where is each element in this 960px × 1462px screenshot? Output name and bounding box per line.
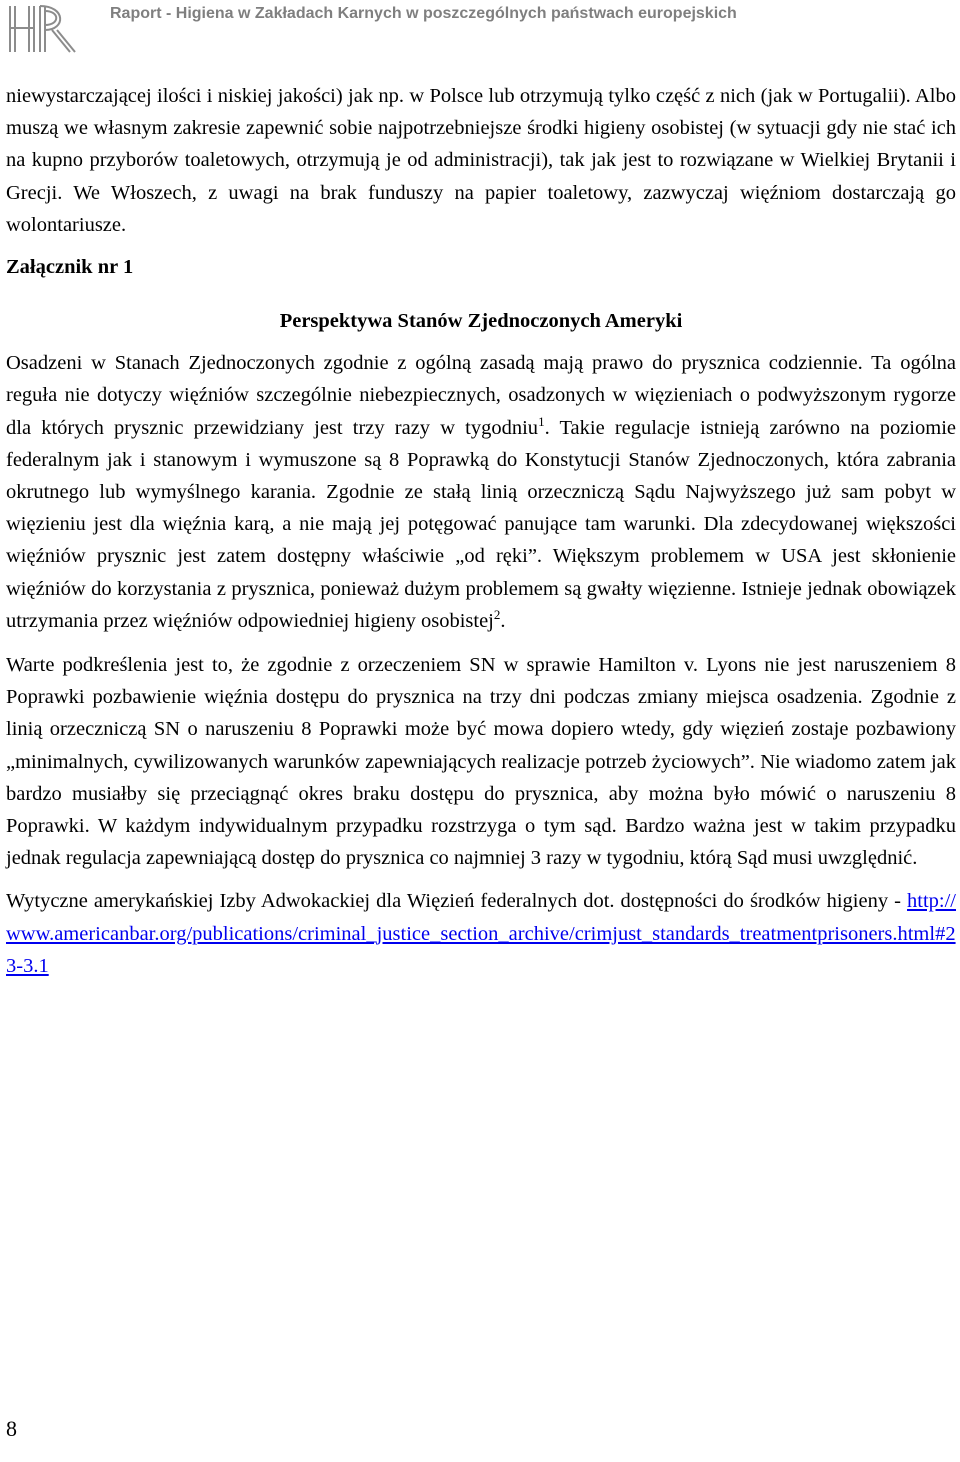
header-title: Raport - Higiena w Zakładach Karnych w poszczególnych państwach europejskich [110,5,737,22]
guidelines-link[interactable]: http://www.americanbar.org/publications/criminal_justice_section_archive/crimjust_standards_treatmentprisoners.html#23-3.1 [6,890,956,977]
document-body [6,80,956,982]
paragraph-intro: niewystarczającej ilości i niskiej jakości) jak np. w Polsce lub otrzymują tylko część z nich (jak w Portugalii). Albo muszą we własnym zakresie zapewnić sobie najpotrzebniejsze środki higieny osobistej (w sytuacji gdy nie stać ich na kupno przyborów toaletowych, otrzymują je od administracji), tak jak jest to rozwiązane w Wielkiej Brytanii i Grecji. We Włoszech, z uwagi na brak funduszy na papier toaletowy, zazwyczaj więźniom dostarczają go wolontariusze. [6,85,956,236]
paragraph-us-showers-part3: . [500,609,506,632]
paragraph-us-showers [6,347,956,637]
paragraph-us-showers-part2: . Takie regulacje istnieją zarówno na poziomie federalnym jak i stanowym i wymuszone są 8 Poprawką do Konstytucji Stanów Zjednoczonych, która zabrania okrutnego lub wymyślnego karania. Zgodnie ze stałą linią orzeczniczą Sądu Najwyższego już sam pobyt w więzieniu jest dla więźnia karą, a nie mają jej potęgować panujące tam warunki. Dla zdecydowanej większości więźniów prysznic jest zatem dostępny właściwie „od ręki”. Większym problemem w USA jest skłonienie więźniów do korzystania z prysznica, ponieważ dużym problemem są gwałty więzienne. Istnieje jednak obowiązek utrzymania przez więźniów odpowiedniej higieny osobistej [6,416,956,632]
page-header [0,0,960,58]
appendix-label: Załącznik nr 1 [6,256,134,279]
footnote-ref-2[interactable]: 2 [493,607,501,623]
paragraph-guidelines [6,885,956,982]
hr-logo-icon [4,0,82,56]
paragraph-hamilton-v-lyons: Warte podkreślenia jest to, że zgodnie z orzeczeniem SN w sprawie Hamilton v. Lyons nie jest naruszeniem 8 Poprawki pozbawienie więźnia dostępu do prysznica na trzy dni podczas zmiany miejsca osadzenia. Zgodnie z linią orzeczniczą SN o naruszeniu 8 Poprawki może być mowa dopiero wtedy, gdy więzień zostaje pozbawiony „minimalnych, cywilizowanych warunków zapewniających realizacje potrzeb życiowych”. Nie wiadomo zatem jak bardzo musiałby się przeciągnąć okres braku dostępu do prysznica, aby można było mówić o naruszeniu 8 Poprawki. W każdym indywidualnym przypadku rozstrzyga o tym sąd. Bardzo ważna jest w takim przypadku jednak regulacja zapewniającą dostęp do prysznica co najmniej 3 razy w tygodniu, którą Sąd musi uwzględnić. [6,654,956,870]
footnote-ref-1[interactable]: 1 [538,413,545,429]
page-number: 8 [6,1416,17,1441]
paragraph-us-showers-part1: Osadzeni w Stanach Zjednoczonych zgodnie z ogólną zasadą mają prawo do prysznica codziennie. Ta ogólna reguła nie dotyczy więźniów szczególnie niebezpiecznych, osadzonych w więzieniach o podwyższonym rygorze dla których prysznic przewidziany jest trzy razy w tygodniu [6,352,956,439]
guidelines-text: Wytyczne amerykańskiej Izby Adwokackiej dla Więzień federalnych dot. dostępności do środków higieny - [6,890,901,913]
section-title: Perspektywa Stanów Zjednoczonych Ameryki [279,310,683,333]
